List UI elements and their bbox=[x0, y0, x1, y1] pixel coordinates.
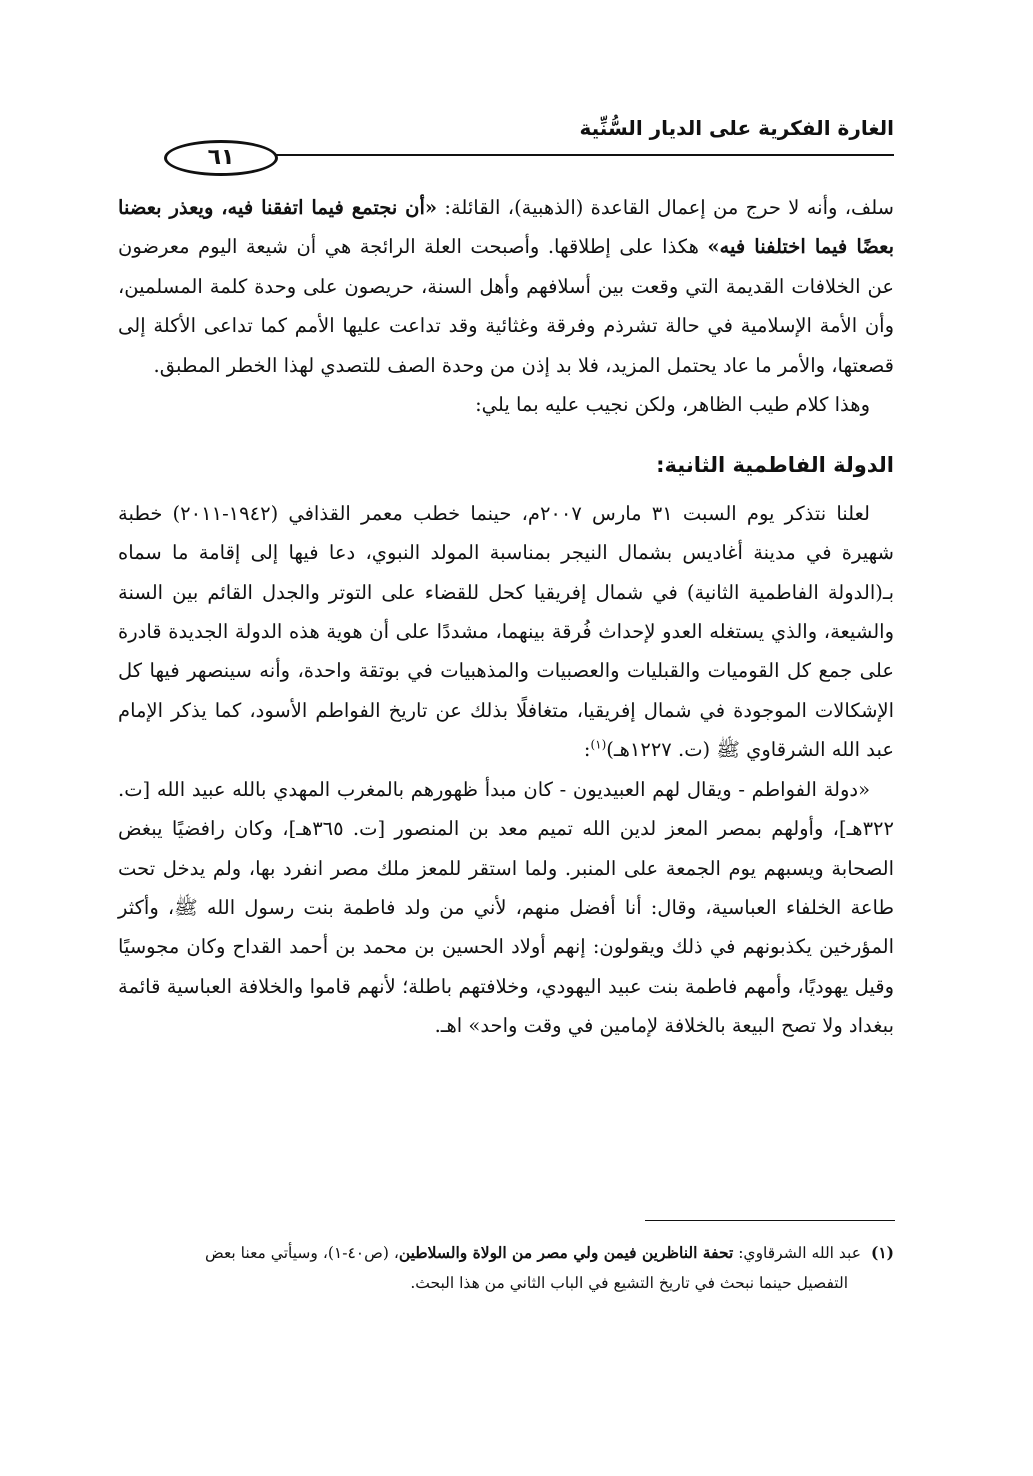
header-rule bbox=[258, 154, 894, 156]
page-header bbox=[118, 110, 894, 170]
quoted-rule: «أن نجتمع فيما اتفقنا فيه، ويعذر بعضنا بعضًا فيما اختلفنا فيه» bbox=[118, 196, 895, 259]
running-title: الغارة الفكرية على الديار السُّنِّية bbox=[579, 116, 894, 140]
paragraph bbox=[118, 188, 894, 385]
footnotes bbox=[118, 1238, 894, 1298]
paragraph-text: هكذا على إطلاقها. وأصبحت العلة الرائجة هي أن شيعة اليوم معرضون عن الخلافات القديمة التي وقعت بين أسلافهم وأهل السنة، حريصون على وحدة كلمة المسلمين، وأن الأمة الإسلامية في حالة تشرذم وفرقة وغثائية وقد تداعت عليها الأمم كما تداعى الأكلة إلى قصعتها، والأمر ما عاد يحتمل المزيد، فلا بد إذن من وحدة الصف للتصدي لهذا الخطر المطبق. bbox=[118, 235, 894, 377]
paragraph-text: لعلنا نتذكر يوم السبت ٣١ مارس ٢٠٠٧م، حينما خطب معمر القذافي (١٩٤٢-٢٠١١) خطبة شهيرة في مدينة أغاديس بشمال النيجر بمناسبة المولد النبوي، دعا فيها إلى إقامة ما سماه بـ(الدولة الفاطمية الثانية) في شمال إفريقيا كحل للقضاء على التوتر والجدل القائم بين السنة والشيعة، والذي يستغله العدو لإحداث فُرقة بينهما، مشددًا على أن هوية هذه الدولة الجديدة قادرة على جمع كل القوميات والقبليات والعصبيات والمذهبيات في بوتقة واحدة، وأنه سينصهر فيها كل الإشكالات الموجودة في شمال إفريقيا، متغافلًا بذلك عن تاريخ الفواطم الأسود، كما يذكر الإمام عبد الله الشرقاوي ﷺ (ت. ١٢٢٧هـ) bbox=[118, 501, 894, 762]
quotation-paragraph: «دولة الفواطم - ويقال لهم العبيديون - كان مبدأ ظهورهم بالمغرب المهدي بالله عبيد الله [ت. ٣٢٢هـ]، وأولهم بمصر المعز لدين الله تميم معد بن المنصور [ت. ٣٦٥هـ]، وكان رافضيًا يبغض الصحابة ويسبهم يوم الجمعة على المنبر. ولما استقر للمعز ملك مصر انفرد بها، ولم يدخل تحت طاعة الخلفاء العباسية، وقال: أنا أفضل منهم، لأني من ولد فاطمة بنت رسول الله ﷺ، وأكثر المؤرخين يكذبونهم في ذلك ويقولون: إنهم أولاد الحسين بن محمد بن أحمد القداح وكان مجوسيًا وقيل يهوديًا، وأمهم فاطمة بنت عبيد اليهودي، وخلافتهم باطلة؛ لأنهم قاموا والخلافة العباسية قائمة ببغداد ولا تصح البيعة بالخلافة لإمامين في وقت واحد» اهـ. bbox=[118, 777, 894, 1038]
footnote-number: (١) bbox=[870, 1243, 894, 1262]
footnote-title: تحفة الناظرين فيمن ولي مصر من الولاة والسلاطين bbox=[398, 1243, 734, 1262]
paragraph-text: : bbox=[583, 738, 591, 762]
paragraph: وهذا كلام طيب الظاهر، ولكن نجيب عليه بما يلي: bbox=[475, 393, 870, 417]
footnote-separator bbox=[645, 1220, 895, 1221]
footnote-reference[interactable]: (١) bbox=[590, 737, 607, 752]
footnote-text: ، (ص٤٠-١)، وسيأتي معنا بعض bbox=[204, 1244, 399, 1262]
paragraph bbox=[118, 494, 894, 770]
footnote bbox=[118, 1238, 894, 1268]
main-text bbox=[118, 188, 894, 1046]
footnote-continuation: التفصيل حينما نبحث في تاريخ التشيع في الباب الثاني من هذا البحث. bbox=[410, 1274, 848, 1292]
page-number: ٦١ bbox=[164, 140, 278, 176]
paragraph-text: سلف، وأنه لا حرج من إعمال القاعدة (الذهبية)، القائلة: bbox=[437, 196, 894, 219]
footnote-author: عبد الله الشرقاوي: bbox=[733, 1244, 861, 1262]
section-heading: الدولة الفاطمية الثانية: bbox=[656, 453, 894, 478]
